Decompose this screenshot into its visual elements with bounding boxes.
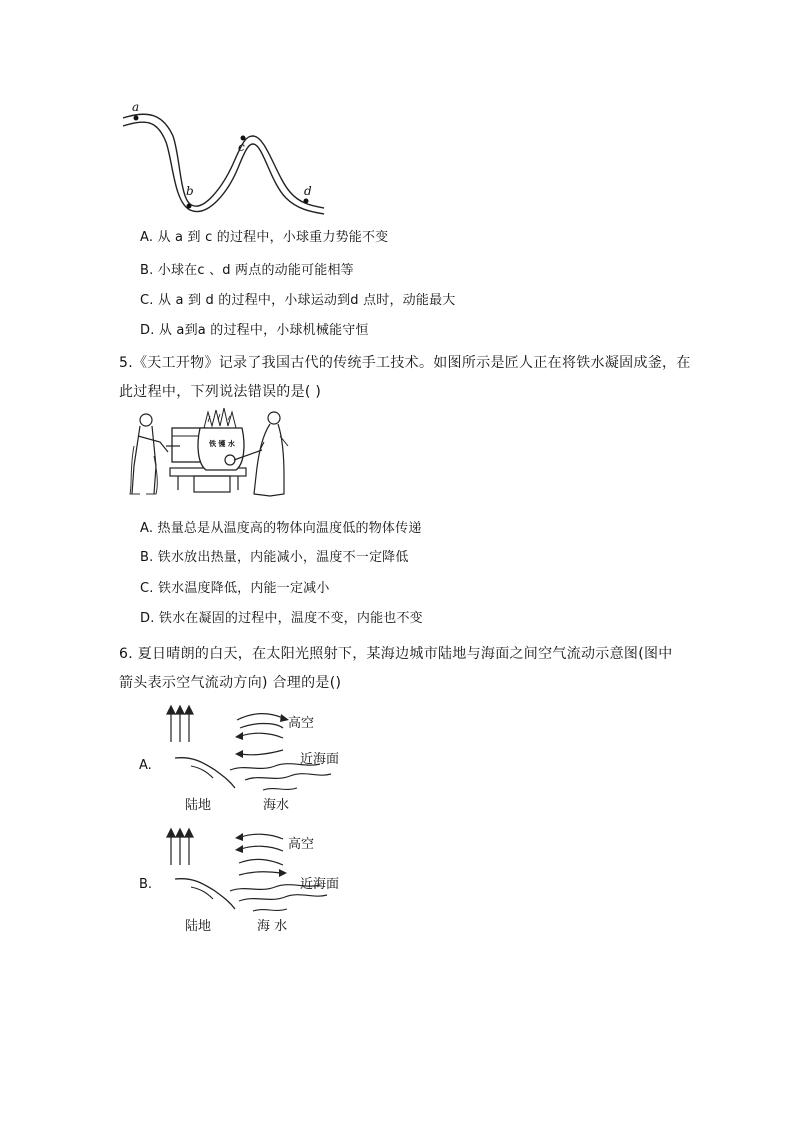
q4-option-c[interactable]: C. 从 a 到 d 的过程中，小球运动到d 点时，动能最大 — [140, 293, 456, 308]
diagram-b-sky: 高空 — [288, 837, 315, 852]
q5-stem-line1: 5.《天工开物》记录了我国古代的传统手工技术。如图所示是匠人正在将铁水凝固成釜，在 — [119, 355, 691, 371]
q6-stem-line2: 箭头表示空气流动方向) 合理的是() — [119, 675, 342, 691]
diagram-a-land: 陆地 — [185, 798, 212, 813]
diagram-b-land: 陆地 — [185, 919, 212, 934]
q5-option-d[interactable]: D. 铁水在凝固的过程中，温度不变，内能也不变 — [140, 611, 423, 626]
q6-stem-line1: 6. 夏日晴朗的白天，在太阳光照射下，某海边城市陆地与海面之间空气流动示意图(图中 — [119, 646, 673, 662]
diagram-a-sea: 海水 — [263, 798, 290, 813]
q5-stem-line2: 此过程中，下列说法错误的是( ) — [119, 384, 322, 400]
ironwork-illustration — [124, 406, 306, 504]
track-diagram — [118, 96, 333, 216]
point-b-label: b — [186, 184, 194, 198]
diagram-b-option: B. — [139, 877, 153, 892]
pot-label: 铁 镬 水 — [209, 440, 235, 448]
diagram-a-near-sea: 近海面 — [300, 752, 340, 767]
q5-option-b[interactable]: B. 铁水放出热量，内能减小，温度不一定降低 — [140, 550, 409, 565]
diagram-a-sky: 高空 — [288, 716, 315, 731]
point-c-label: c — [238, 140, 245, 154]
point-a-label: a — [132, 100, 140, 114]
q5-option-a[interactable]: A. 热量总是从温度高的物体向温度低的物体传递 — [140, 521, 422, 536]
diagram-b[interactable] — [135, 823, 375, 938]
q4-option-b[interactable]: B. 小球在c 、d 两点的动能可能相等 — [140, 263, 354, 278]
diagram-a[interactable] — [135, 702, 375, 817]
diagram-b-near-sea: 近海面 — [300, 877, 340, 892]
q4-option-a[interactable]: A. 从 a 到 c 的过程中，小球重力势能不变 — [140, 230, 389, 245]
q4-option-d[interactable]: D. 从 a到a 的过程中，小球机械能守恒 — [140, 323, 369, 338]
diagram-b-sea: 海 水 — [257, 919, 288, 934]
diagram-a-option: A. — [139, 758, 152, 773]
track-figure — [118, 96, 333, 216]
point-d-label: d — [304, 184, 312, 198]
q5-option-c[interactable]: C. 铁水温度降低，内能一定减小 — [140, 581, 330, 596]
craftsmen-image — [124, 406, 306, 504]
